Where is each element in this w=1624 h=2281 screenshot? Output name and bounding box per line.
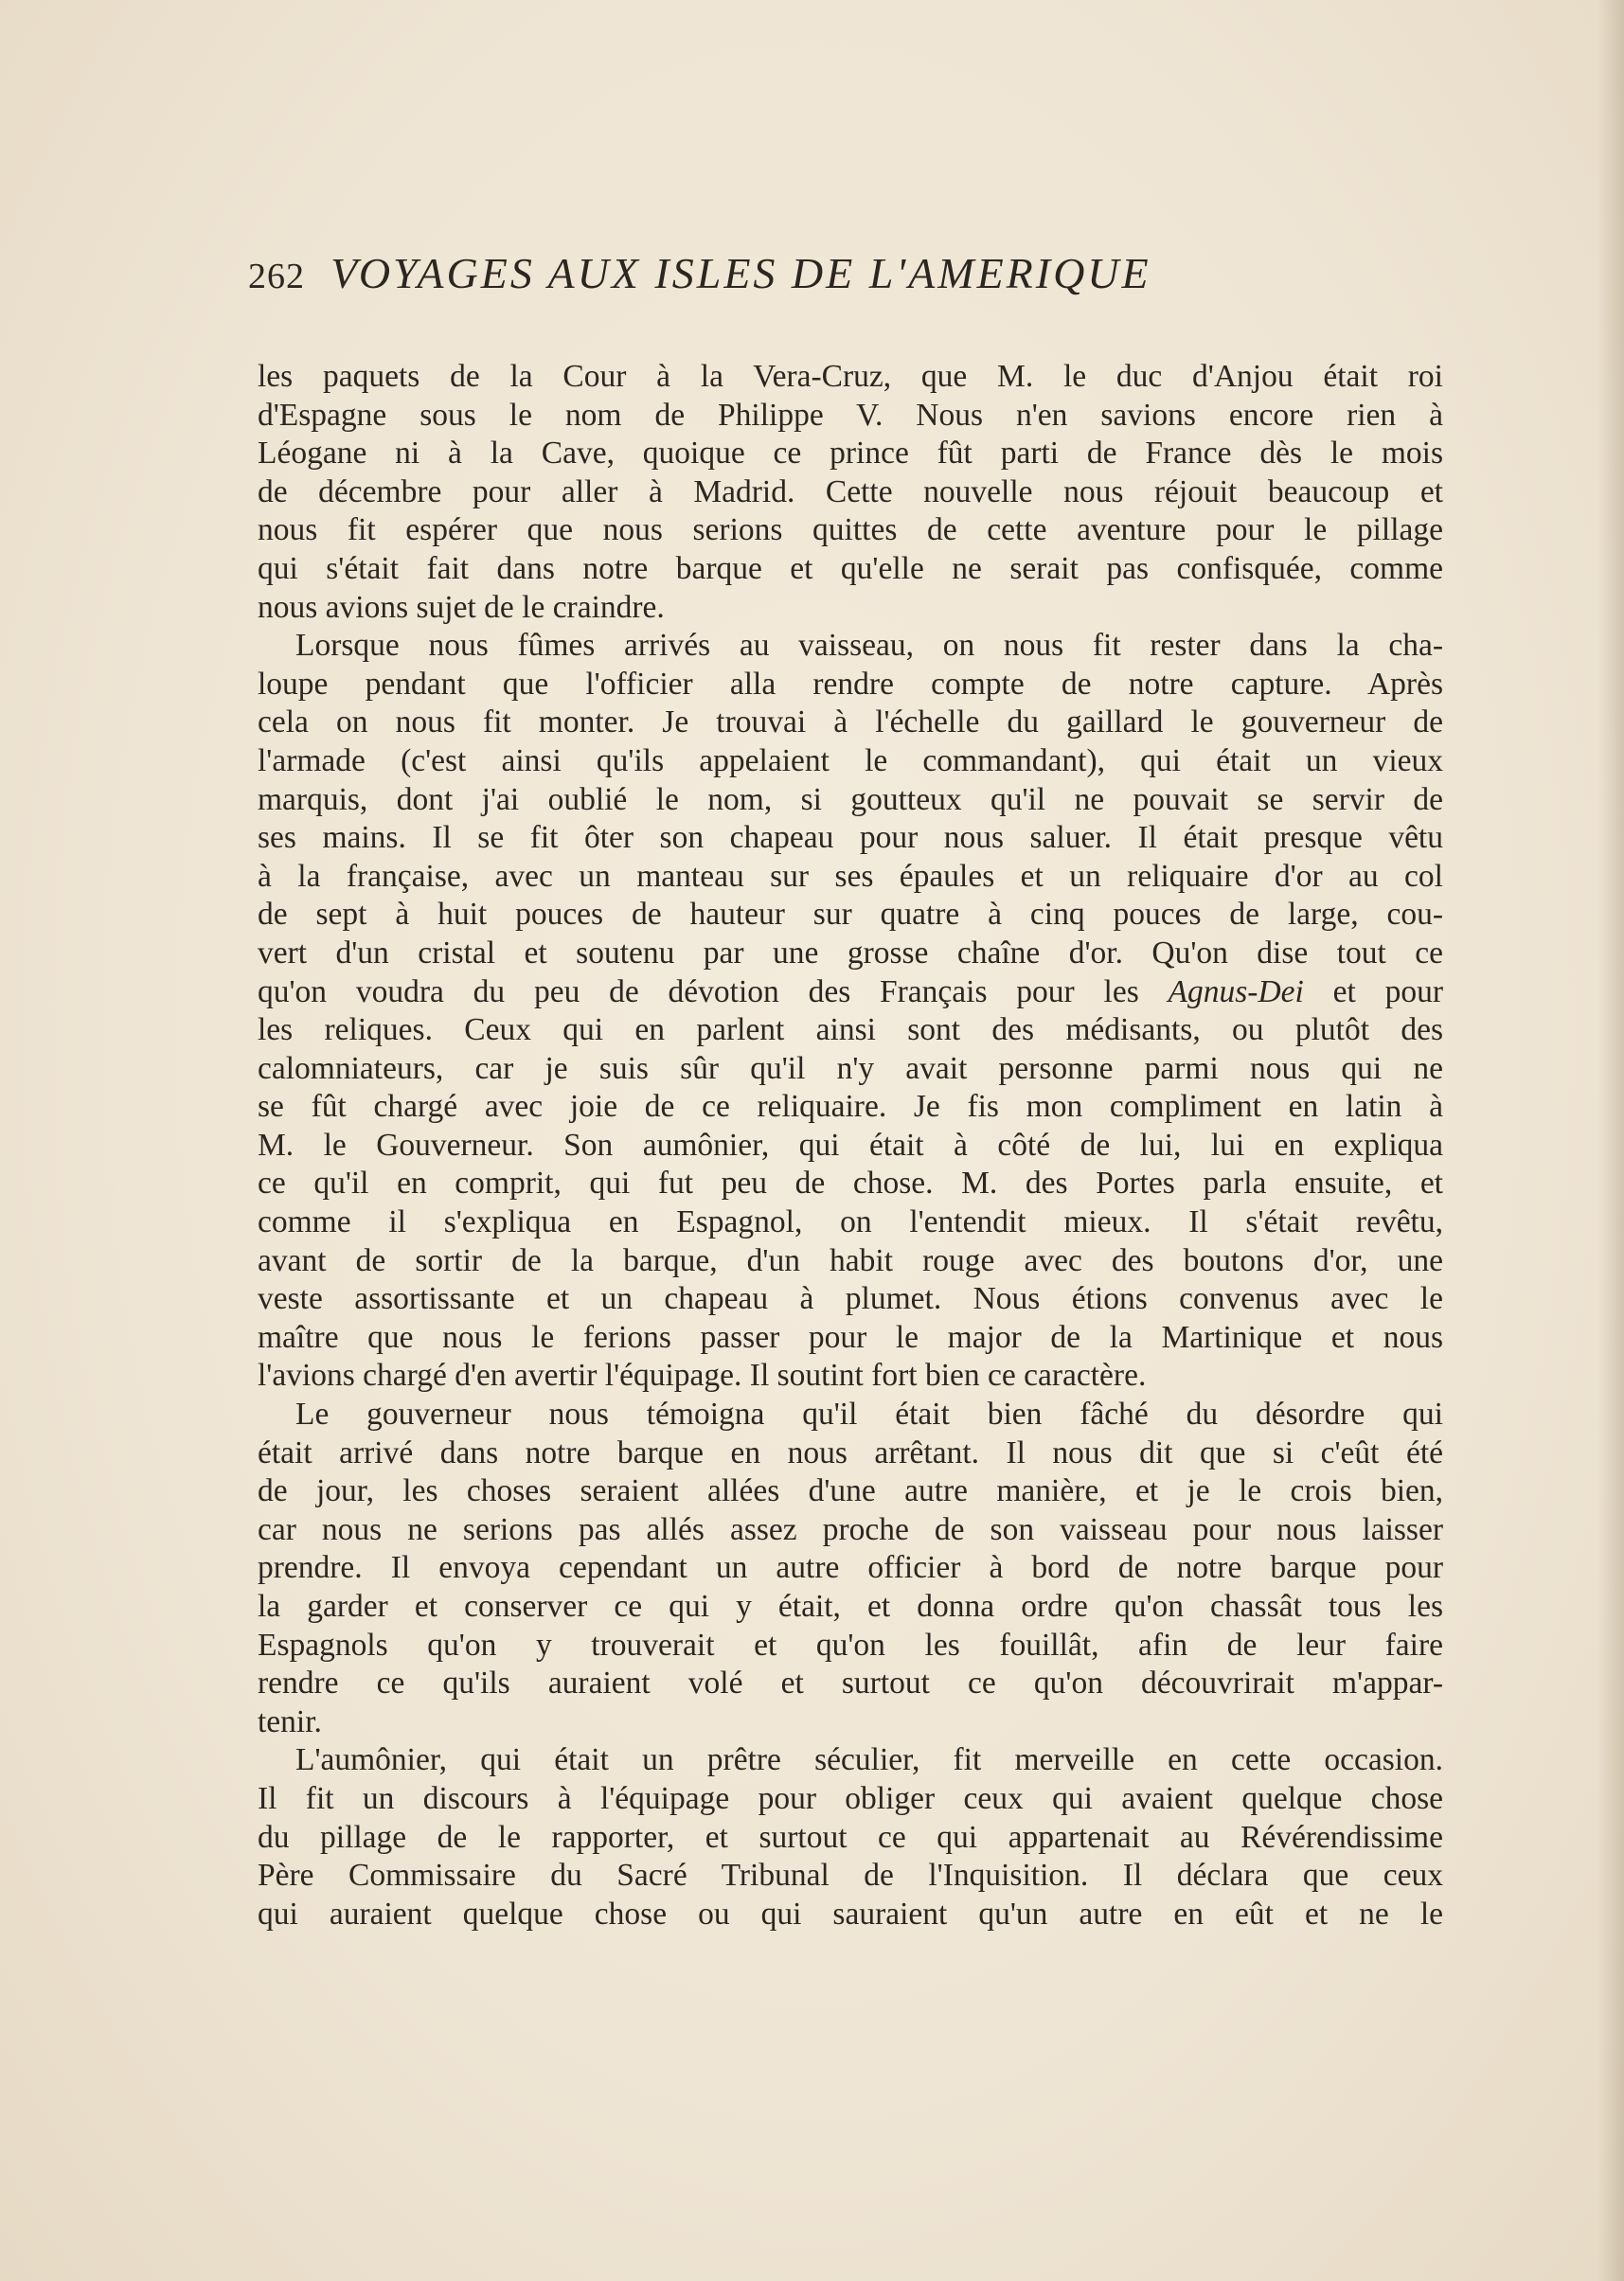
text-line: vert d'un cristal et soutenu par une grosse chaîne d'or. Qu'on dise tout ce: [258, 935, 1443, 971]
italic-term: Agnus-Dei: [1168, 973, 1304, 1009]
text-line: de jour, les choses seraient allées d'une autre manière, et je le crois bien,: [258, 1473, 1443, 1509]
text-line: Le gouverneur nous témoigna qu'il était bien fâché du désordre qui: [295, 1397, 1443, 1433]
running-head: [248, 248, 1441, 314]
text-line: L'aumônier, qui était un prêtre séculier, fit merveille en cette occasion.: [295, 1742, 1443, 1778]
body-text: [258, 358, 1443, 1934]
text-line: comme il s'expliqua en Espagnol, on l'entendit mieux. Il s'était revêtu,: [258, 1204, 1443, 1240]
text-line: nous avions sujet de le craindre.: [258, 589, 665, 625]
text-line-with-italic: [258, 973, 1443, 1012]
text-line: Père Commissaire du Sacré Tribunal de l'Inquisition. Il déclara que ceux: [258, 1858, 1443, 1894]
text-line: la garder et conserver ce qui y était, et donna ordre qu'on chassât tous les: [258, 1589, 1443, 1624]
text-line: nous fit espérer que nous serions quittes de cette aventure pour le pillage: [258, 512, 1443, 548]
text-line: qui s'était fait dans notre barque et qu'elle ne serait pas confisquée, comme: [258, 550, 1443, 586]
text-line: Il fit un discours à l'équipage pour obliger ceux qui avaient quelque chose: [258, 1780, 1443, 1816]
text-line: avant de sortir de la barque, d'un habit rouge avec des boutons d'or, une: [258, 1242, 1443, 1278]
text-line: prendre. Il envoya cependant un autre officier à bord de notre barque pour: [258, 1550, 1443, 1586]
text-line: l'armade (c'est ainsi qu'ils appelaient le commandant), qui était un vieux: [258, 742, 1443, 778]
text-line: veste assortissante et un chapeau à plumet. Nous étions convenus avec le: [258, 1281, 1443, 1317]
text-line: rendre ce qu'ils auraient volé et surtout ce qu'on découvrirait m'appar-: [258, 1666, 1443, 1702]
running-title: VOYAGES AUX ISLES DE L'AMERIQUE: [330, 249, 1151, 297]
text-line: à la française, avec un manteau sur ses épaules et un reliquaire d'or au col: [258, 858, 1443, 894]
text-line: d'Espagne sous le nom de Philippe V. Nous n'en savions encore rien à: [258, 397, 1443, 433]
text-line: Léogane ni à la Cave, quoique ce prince fût parti de France dès le mois: [258, 436, 1443, 472]
text-line: l'avions chargé d'en avertir l'équipage. Il soutint fort bien ce caractère.: [258, 1358, 1147, 1394]
text-line: marquis, dont j'ai oublié le nom, si goutteux qu'il ne pouvait se servir de: [258, 781, 1443, 817]
text-line: loupe pendant que l'officier alla rendre compte de notre capture. Après: [258, 666, 1443, 702]
text-line: Espagnols qu'on y trouverait et qu'on les fouillât, afin de leur faire: [258, 1627, 1443, 1663]
text-line: de sept à huit pouces de hauteur sur quatre à cinq pouces de large, cou-: [258, 897, 1443, 933]
text-segment: et pour: [1332, 973, 1443, 1009]
text-line: du pillage de le rapporter, et surtout ce qui appartenait au Révérendissime: [258, 1819, 1443, 1855]
text-line: cela on nous fit monter. Je trouvai à l'échelle du gaillard le gouverneur de: [258, 704, 1443, 740]
text-line: qui auraient quelque chose ou qui sauraient qu'un autre en eût et ne le: [258, 1896, 1443, 1932]
text-line: ses mains. Il se fit ôter son chapeau pour nous saluer. Il était presque vêtu: [258, 820, 1443, 856]
text-line: de décembre pour aller à Madrid. Cette nouvelle nous réjouit beaucoup et: [258, 473, 1443, 509]
text-line: se fût chargé avec joie de ce reliquaire. Je fis mon compliment en latin à: [258, 1089, 1443, 1125]
text-line: était arrivé dans notre barque en nous arrêtant. Il nous dit que si c'eût été: [258, 1435, 1443, 1470]
text-line: les reliques. Ceux qui en parlent ainsi sont des médisants, ou plutôt des: [258, 1012, 1443, 1048]
text-segment: qu'on voudra du peu de dévotion des Français pour les: [258, 973, 1139, 1009]
text-line: les paquets de la Cour à la Vera-Cruz, que M. le duc d'Anjou était roi: [258, 359, 1443, 394]
page-number: 262: [248, 257, 305, 296]
page-edge-shadow: [1597, 0, 1624, 2281]
text-line: calomniateurs, car je suis sûr qu'il n'y avait personne parmi nous qui ne: [258, 1050, 1443, 1086]
text-line: M. le Gouverneur. Son aumônier, qui était à côté de lui, lui en expliqua: [258, 1127, 1443, 1163]
text-line: tenir.: [258, 1703, 322, 1739]
text-line: Lorsque nous fûmes arrivés au vaisseau, on nous fit rester dans la cha-: [295, 628, 1443, 664]
text-line: car nous ne serions pas allés assez proche de son vaisseau pour nous laisser: [258, 1511, 1443, 1547]
text-line: maître que nous le ferions passer pour le major de la Martinique et nous: [258, 1319, 1443, 1355]
text-line: ce qu'il en comprit, qui fut peu de chose. M. des Portes parla ensuite, et: [258, 1166, 1443, 1202]
